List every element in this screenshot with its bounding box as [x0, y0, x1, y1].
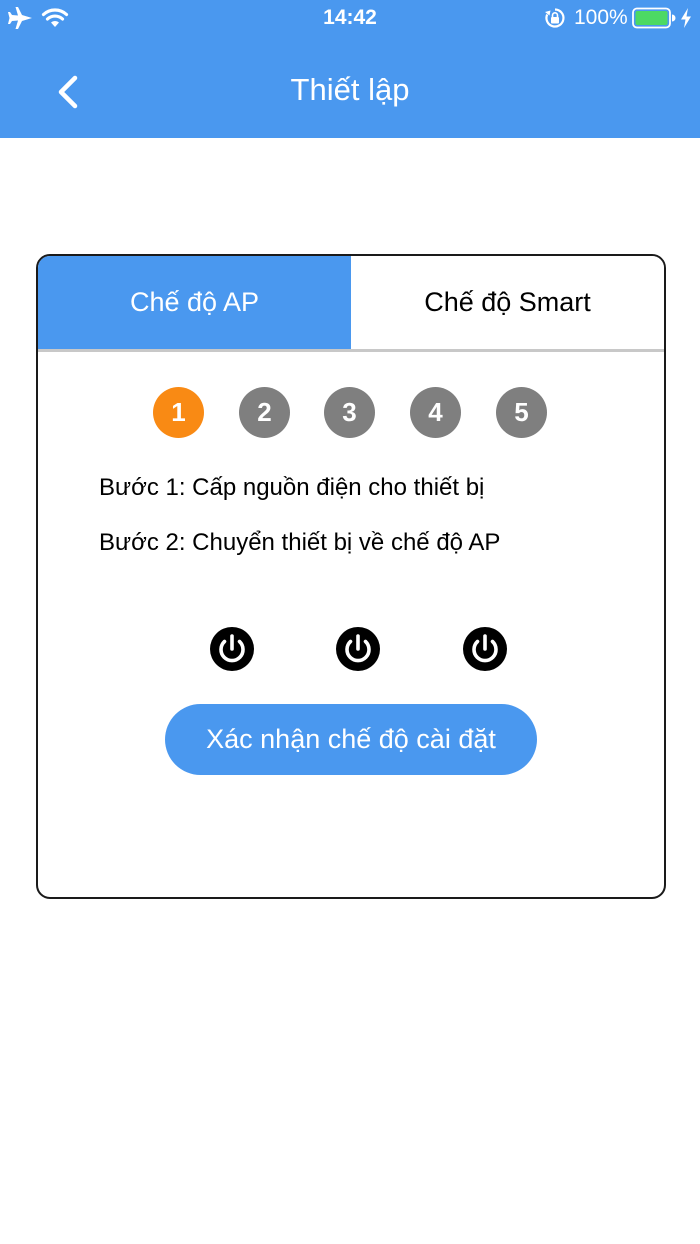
step-1[interactable]: 1 [153, 387, 204, 438]
tab-divider [38, 349, 664, 352]
power-icon [209, 626, 255, 672]
power-icon [462, 626, 508, 672]
status-time: 14:42 [323, 6, 377, 29]
step-4[interactable]: 4 [410, 387, 461, 438]
lock-rotation-icon [544, 7, 566, 29]
tab-ap-mode[interactable]: Chế độ AP [38, 256, 351, 349]
instruction-step-1: Bước 1: Cấp nguồn điện cho thiết bị [99, 474, 485, 501]
step-2[interactable]: 2 [239, 387, 290, 438]
battery-icon [632, 7, 676, 29]
power-icon [335, 626, 381, 672]
confirm-mode-button[interactable]: Xác nhận chế độ cài đặt [165, 704, 537, 775]
step-5[interactable]: 5 [496, 387, 547, 438]
battery-percent: 100% [574, 6, 628, 29]
instruction-step-2: Bước 2: Chuyển thiết bị về chế độ AP [99, 529, 501, 556]
charging-bolt-icon [679, 7, 693, 29]
app-header [0, 0, 700, 138]
tab-smart-mode[interactable]: Chế độ Smart [351, 256, 664, 349]
status-bar [0, 0, 700, 40]
setup-card [36, 254, 666, 899]
step-3[interactable]: 3 [324, 387, 375, 438]
step-indicator [153, 387, 553, 439]
page-title: Thiết lập [290, 72, 410, 107]
mode-tabs [38, 256, 664, 349]
